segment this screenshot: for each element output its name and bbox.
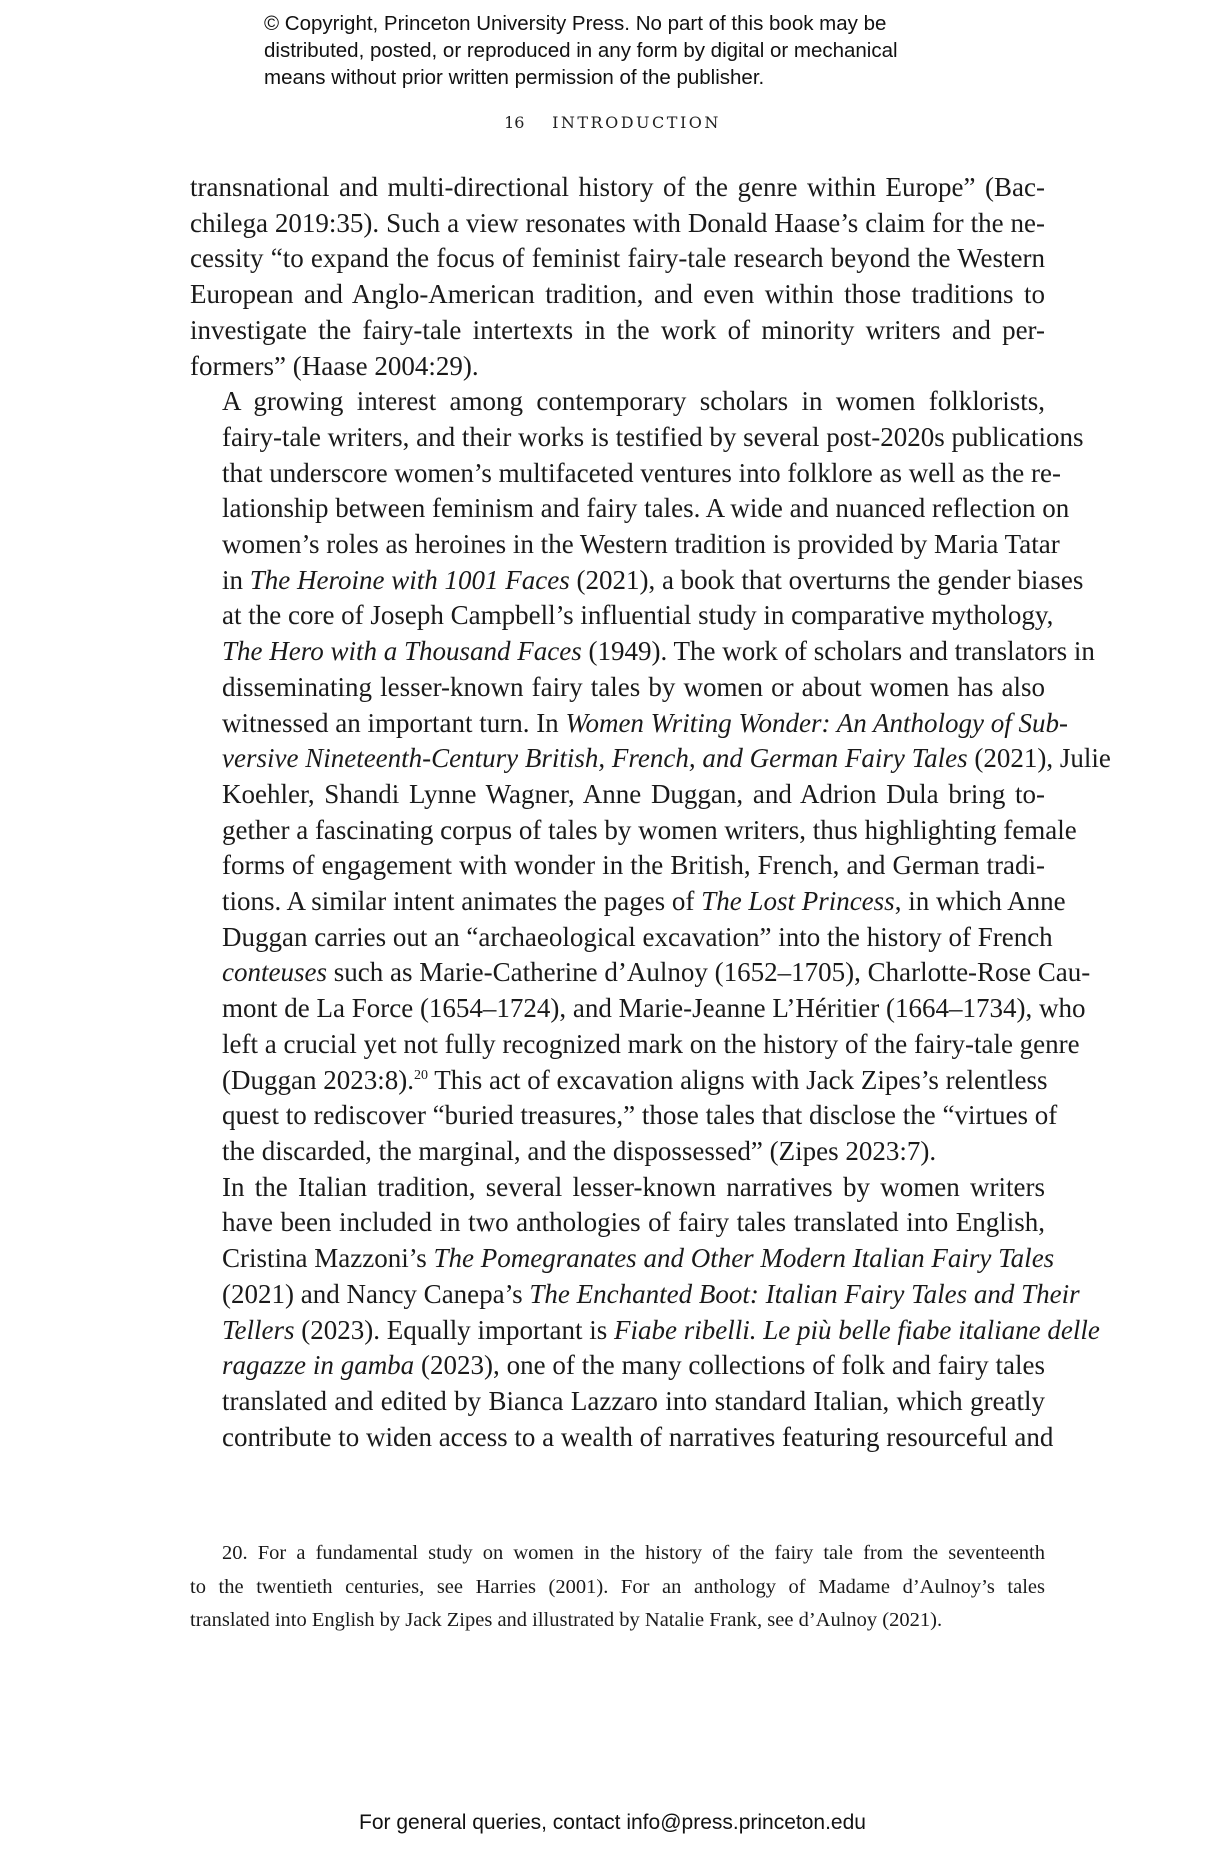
text-line: gether a fascinating corpus of tales by women writers, thus highlighting female <box>222 814 1077 845</box>
page-number: 16 <box>504 113 525 132</box>
copyright-notice <box>264 10 1024 91</box>
footnote-line: to the twentieth centuries, see Harries (2001). For an anthology of Madame d’Aulnoy’s tales <box>190 1575 1045 1598</box>
text-line: that underscore women’s multifaceted ventures into folklore as well as the re- <box>222 457 1061 488</box>
text-line-with-note <box>190 1063 1048 1099</box>
text-line: contribute to widen access to a wealth of narratives featuring resourceful and <box>222 1421 1054 1452</box>
text-line: European and Anglo-American tradition, and even within those traditions to <box>190 279 1045 310</box>
text-line: lationship between feminism and fairy tales. A wide and nuanced reflection on <box>222 493 1070 524</box>
copyright-line: © Copyright, Princeton University Press. No part of this book may be <box>264 12 887 35</box>
text-line: quest to rediscover “buried treasures,” those tales that disclose the “virtues of <box>222 1100 1058 1131</box>
text-line: chilega 2019:35). Such a view resonates with Donald Haase’s claim for the ne- <box>190 207 1045 238</box>
paragraph-1 <box>190 170 1045 384</box>
text-line: In the Italian tradition, several lesser-known narratives by women writers <box>222 1171 1045 1202</box>
text-line: Cristina Mazzoni’s The Pomegranates and Other Modern Italian Fairy Tales <box>222 1243 1055 1274</box>
running-head <box>0 113 1225 132</box>
text-line: cessity “to expand the focus of feminist fairy-tale research beyond the Western <box>190 243 1045 274</box>
text-line: have been included in two anthologies of fairy tales translated into English, <box>222 1207 1045 1238</box>
paragraph-3 <box>190 1170 1100 1456</box>
footnote-20 <box>190 1537 1045 1638</box>
text-line: disseminating lesser-known fairy tales by women or about women has also <box>222 671 1045 702</box>
text-line: at the core of Joseph Campbell’s influential study in comparative mythology, <box>222 600 1054 631</box>
text-line: ragazze in gamba (2023), one of the many collections of folk and fairy tales <box>222 1350 1045 1381</box>
text-segment: This act of excavation aligns with Jack Zipes’s relentless <box>427 1064 1048 1095</box>
text-line: (2021) and Nancy Canepa’s The Enchanted Boot: Italian Fairy Tales and Their <box>222 1278 1080 1309</box>
footer-contact: For general queries, contact info@press.princeton.edu <box>359 1811 866 1834</box>
text-line: Duggan carries out an “archaeological excavation” into the history of French <box>222 921 1053 952</box>
text-line: versive Nineteenth-Century British, French, and German Fairy Tales (2021), Julie <box>222 743 1111 774</box>
text-line: The Hero with a Thousand Faces (1949). The work of scholars and translators in <box>222 636 1095 667</box>
text-line: Koehler, Shandi Lynne Wagner, Anne Duggan, and Adrion Dula bring to- <box>222 778 1045 809</box>
text-line: formers” (Haase 2004:29). <box>190 350 479 381</box>
text-line: translated and edited by Bianca Lazzaro into standard Italian, which greatly <box>222 1385 1045 1416</box>
text-line: forms of engagement with wonder in the British, French, and German tradi- <box>222 850 1045 881</box>
text-line: women’s roles as heroines in the Western tradition is provided by Maria Tatar <box>222 529 1060 560</box>
text-line: witnessed an important turn. In Women Writing Wonder: An Anthology of Sub- <box>222 707 1068 738</box>
main-text <box>190 170 1111 1455</box>
footnote-line: translated into English by Jack Zipes and illustrated by Natalie Frank, see d’Aulnoy (2021). <box>190 1609 943 1631</box>
text-segment: (Duggan 2023:8). <box>222 1064 414 1095</box>
text-line: mont de La Force (1654–1724), and Marie-Jeanne L’Héritier (1664–1734), who <box>222 993 1086 1024</box>
text-line: in The Heroine with 1001 Faces (2021), a book that overturns the gender biases <box>222 564 1084 595</box>
footnote-line: 20. For a fundamental study on women in the history of the fairy tale from the seventeenth <box>222 1542 1045 1564</box>
text-line: the discarded, the marginal, and the dispossessed” (Zipes 2023:7). <box>222 1135 937 1166</box>
footnotes <box>190 1537 1045 1638</box>
text-line: left a crucial yet not fully recognized mark on the history of the fairy-tale genre <box>222 1028 1080 1059</box>
section-title: INTRODUCTION <box>552 113 721 132</box>
text-line: transnational and multi-directional history of the genre within Europe” (Bac- <box>190 172 1045 202</box>
text-line: tions. A similar intent animates the pages of The Lost Princess, in which Anne <box>222 886 1066 917</box>
text-line: conteuses such as Marie-Catherine d’Aulnoy (1652–1705), Charlotte-Rose Cau- <box>222 957 1091 988</box>
text-line: investigate the fairy-tale intertexts in the work of minority writers and per- <box>190 314 1045 345</box>
footnote-reference[interactable]: 20 <box>413 1067 428 1083</box>
text-line: fairy-tale writers, and their works is testified by several post-2020s publications <box>222 421 1084 452</box>
paragraph-2 <box>190 384 1111 1169</box>
copyright-line: means without prior written permission of the publisher. <box>264 66 765 89</box>
text-line: A growing interest among contemporary scholars in women folklorists, <box>222 386 1045 417</box>
copyright-line: distributed, posted, or reproduced in any form by digital or mechanical <box>264 39 898 62</box>
text-line: Tellers (2023). Equally important is Fiabe ribelli. Le più belle fiabe italiane delle <box>222 1314 1100 1345</box>
